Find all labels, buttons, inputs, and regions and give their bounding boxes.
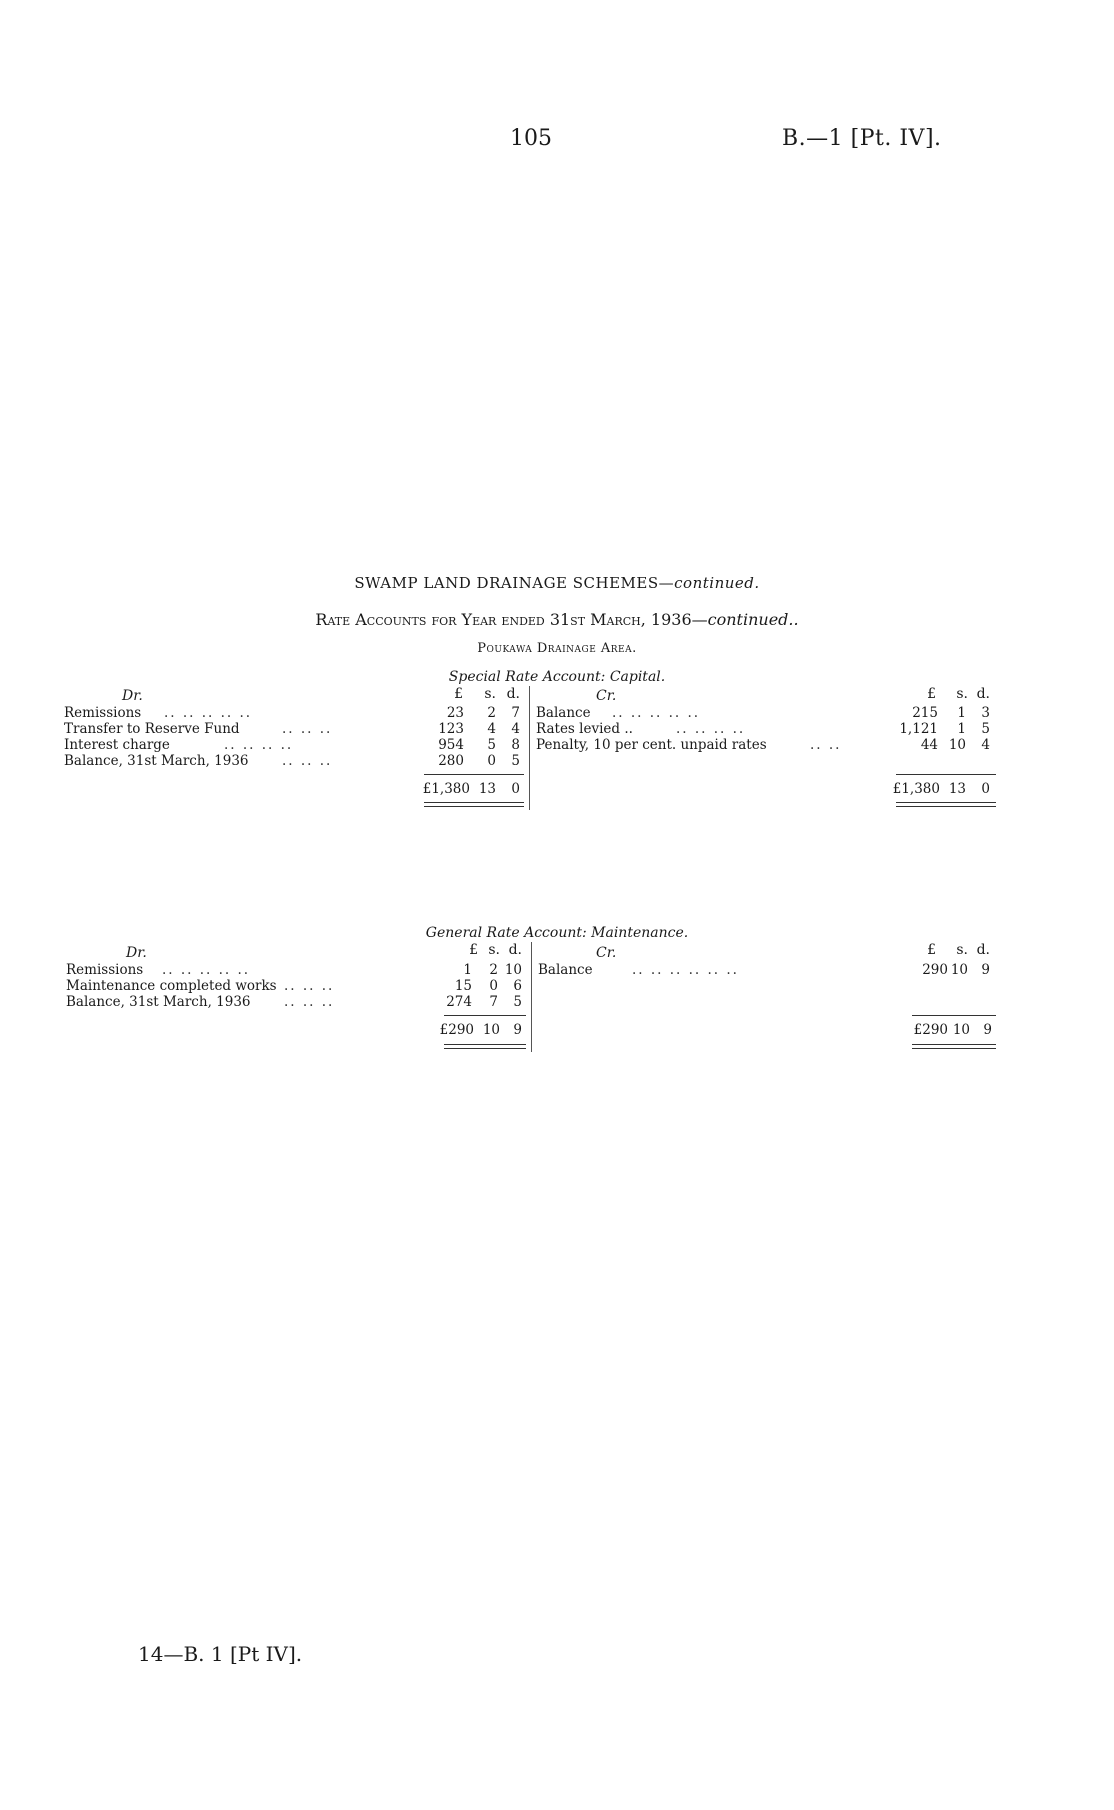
capital-dr-shilling-head: s. (484, 686, 496, 702)
pounds-value: 280 (438, 753, 464, 769)
maintenance-cr-total (538, 1022, 998, 1038)
row-label: Balance (536, 705, 591, 721)
pence-value: 6 (513, 978, 522, 994)
maintenance-dr-pence-head: d. (508, 942, 522, 958)
capital-dr-total (64, 781, 524, 797)
maintenance-dr-rule (444, 1015, 526, 1016)
maintenance-center-rule (531, 942, 532, 1052)
shillings-value: 2 (489, 962, 498, 978)
capital-center-rule (529, 686, 530, 810)
maintenance-dr-row (66, 994, 526, 1010)
pounds-value: 44 (920, 737, 938, 753)
subtitle-continued: continued.. (707, 610, 799, 629)
maintenance-dr-shilling-head: s. (488, 942, 500, 958)
pounds-value: 1,121 (899, 721, 938, 737)
pence-total: 0 (511, 781, 520, 797)
print-signature: 14—B. 1 [Pt IV]. (138, 1642, 303, 1666)
leader-dots: .. .. .. .. (676, 721, 746, 737)
capital-dr-pound-head: £ (454, 686, 463, 702)
page-number: 105 (510, 126, 552, 151)
maintenance-dr-row (66, 962, 526, 978)
pounds-total: £1,380 (892, 781, 940, 797)
row-label: Transfer to Reserve Fund (64, 721, 240, 737)
shillings-total: 10 (952, 1022, 970, 1038)
pence-value: 4 (981, 737, 990, 753)
capital-dr-rule (424, 774, 524, 775)
maintenance-cr-label: Cr. (596, 945, 617, 961)
row-label: Remissions (64, 705, 142, 721)
capital-dr-label: Dr. (122, 688, 143, 704)
pounds-value: 290 (922, 962, 948, 978)
shillings-value: 2 (487, 705, 496, 721)
pounds-total: £290 (913, 1022, 948, 1038)
document-reference: B.—1 [Pt. IV]. (782, 126, 942, 151)
leader-dots: .. .. .. (282, 721, 333, 737)
row-label: Balance (538, 962, 593, 978)
capital-cr-shilling-head: s. (956, 686, 968, 702)
capital-cr-pence-head: d. (976, 686, 990, 702)
shillings-value: 5 (487, 737, 496, 753)
shillings-value: 1 (957, 705, 966, 721)
capital-cr-label: Cr. (596, 688, 617, 704)
pence-total: 9 (513, 1022, 522, 1038)
pounds-total: £290 (439, 1022, 474, 1038)
capital-account-title: Special Rate Account: Capital. (448, 669, 666, 685)
row-label: Balance, 31st March, 1936 (64, 753, 249, 769)
shillings-total: 13 (478, 781, 496, 797)
shillings-total: 13 (948, 781, 966, 797)
row-label: Rates levied .. (536, 721, 633, 737)
pounds-value: 954 (438, 737, 464, 753)
maintenance-cr-pound-head: £ (927, 942, 936, 958)
capital-dr-row (64, 737, 524, 753)
maintenance-cr-rule (912, 1015, 996, 1016)
leader-dots: .. .. .. (282, 753, 333, 769)
leader-dots: .. .. .. .. (224, 737, 294, 753)
maintenance-dr-label: Dr. (126, 945, 147, 961)
row-label: Interest charge (64, 737, 170, 753)
pence-value: 3 (981, 705, 990, 721)
section-subtitle (0, 610, 1114, 629)
capital-cr-row (536, 721, 996, 737)
pence-value: 5 (981, 721, 990, 737)
shillings-value: 10 (948, 737, 966, 753)
shillings-value: 0 (487, 753, 496, 769)
row-label: Balance, 31st March, 1936 (66, 994, 251, 1010)
pounds-total: £1,380 (422, 781, 470, 797)
pounds-value: 23 (446, 705, 464, 721)
maintenance-cr-double-rule (912, 1044, 996, 1049)
capital-dr-row (64, 753, 524, 769)
leader-dots: .. .. .. .. .. .. (632, 962, 739, 978)
pence-value: 5 (513, 994, 522, 1010)
pence-value: 9 (981, 962, 990, 978)
capital-cr-pound-head: £ (927, 686, 936, 702)
pence-total: 9 (983, 1022, 992, 1038)
pence-total: 0 (981, 781, 990, 797)
maintenance-dr-pound-head: £ (469, 942, 478, 958)
section-title-continued: continued. (674, 574, 760, 592)
shillings-value: 4 (487, 721, 496, 737)
pounds-value: 1 (463, 962, 472, 978)
leader-dots: .. .. (810, 737, 842, 753)
shillings-value: 0 (489, 978, 498, 994)
pounds-value: 215 (912, 705, 938, 721)
capital-cr-row (536, 705, 996, 721)
pounds-value: 274 (446, 994, 472, 1010)
shillings-value: 7 (489, 994, 498, 1010)
pence-value: 8 (511, 737, 520, 753)
row-label: Penalty, 10 per cent. unpaid rates (536, 737, 767, 753)
pence-value: 7 (511, 705, 520, 721)
pence-value: 5 (511, 753, 520, 769)
leader-dots: .. .. .. (284, 978, 335, 994)
maintenance-dr-row (66, 978, 526, 994)
capital-dr-pence-head: d. (506, 686, 520, 702)
pence-value: 4 (511, 721, 520, 737)
pence-value: 10 (504, 962, 522, 978)
capital-dr-row (64, 705, 524, 721)
capital-cr-row (536, 737, 996, 753)
capital-cr-rule (896, 774, 996, 775)
shillings-value: 10 (950, 962, 968, 978)
maintenance-cr-pence-head: d. (976, 942, 990, 958)
maintenance-account-title: General Rate Account: Maintenance. (425, 925, 689, 941)
maintenance-dr-total (66, 1022, 526, 1038)
row-label: Remissions (66, 962, 144, 978)
pounds-value: 15 (454, 978, 472, 994)
maintenance-cr-shilling-head: s. (956, 942, 968, 958)
shillings-total: 10 (482, 1022, 500, 1038)
shillings-value: 1 (957, 721, 966, 737)
capital-cr-total (536, 781, 996, 797)
maintenance-dr-double-rule (444, 1044, 526, 1049)
section-title (0, 574, 1114, 592)
capital-dr-double-rule (424, 802, 524, 807)
pounds-value: 123 (438, 721, 464, 737)
section-title-main: SWAMP LAND DRAINAGE SCHEMES— (354, 574, 675, 592)
capital-cr-double-rule (896, 802, 996, 807)
leader-dots: .. .. .. .. .. (164, 705, 253, 721)
leader-dots: .. .. .. .. .. (612, 705, 701, 721)
capital-dr-row (64, 721, 524, 737)
drainage-area-name: Poukawa Drainage Area. (477, 641, 637, 656)
subtitle-main: Rate Accounts for Year ended 31st March, 1936— (315, 610, 708, 629)
leader-dots: .. .. .. .. .. (162, 962, 251, 978)
row-label: Maintenance completed works (66, 978, 277, 994)
leader-dots: .. .. .. (284, 994, 335, 1010)
maintenance-cr-row (538, 962, 998, 978)
